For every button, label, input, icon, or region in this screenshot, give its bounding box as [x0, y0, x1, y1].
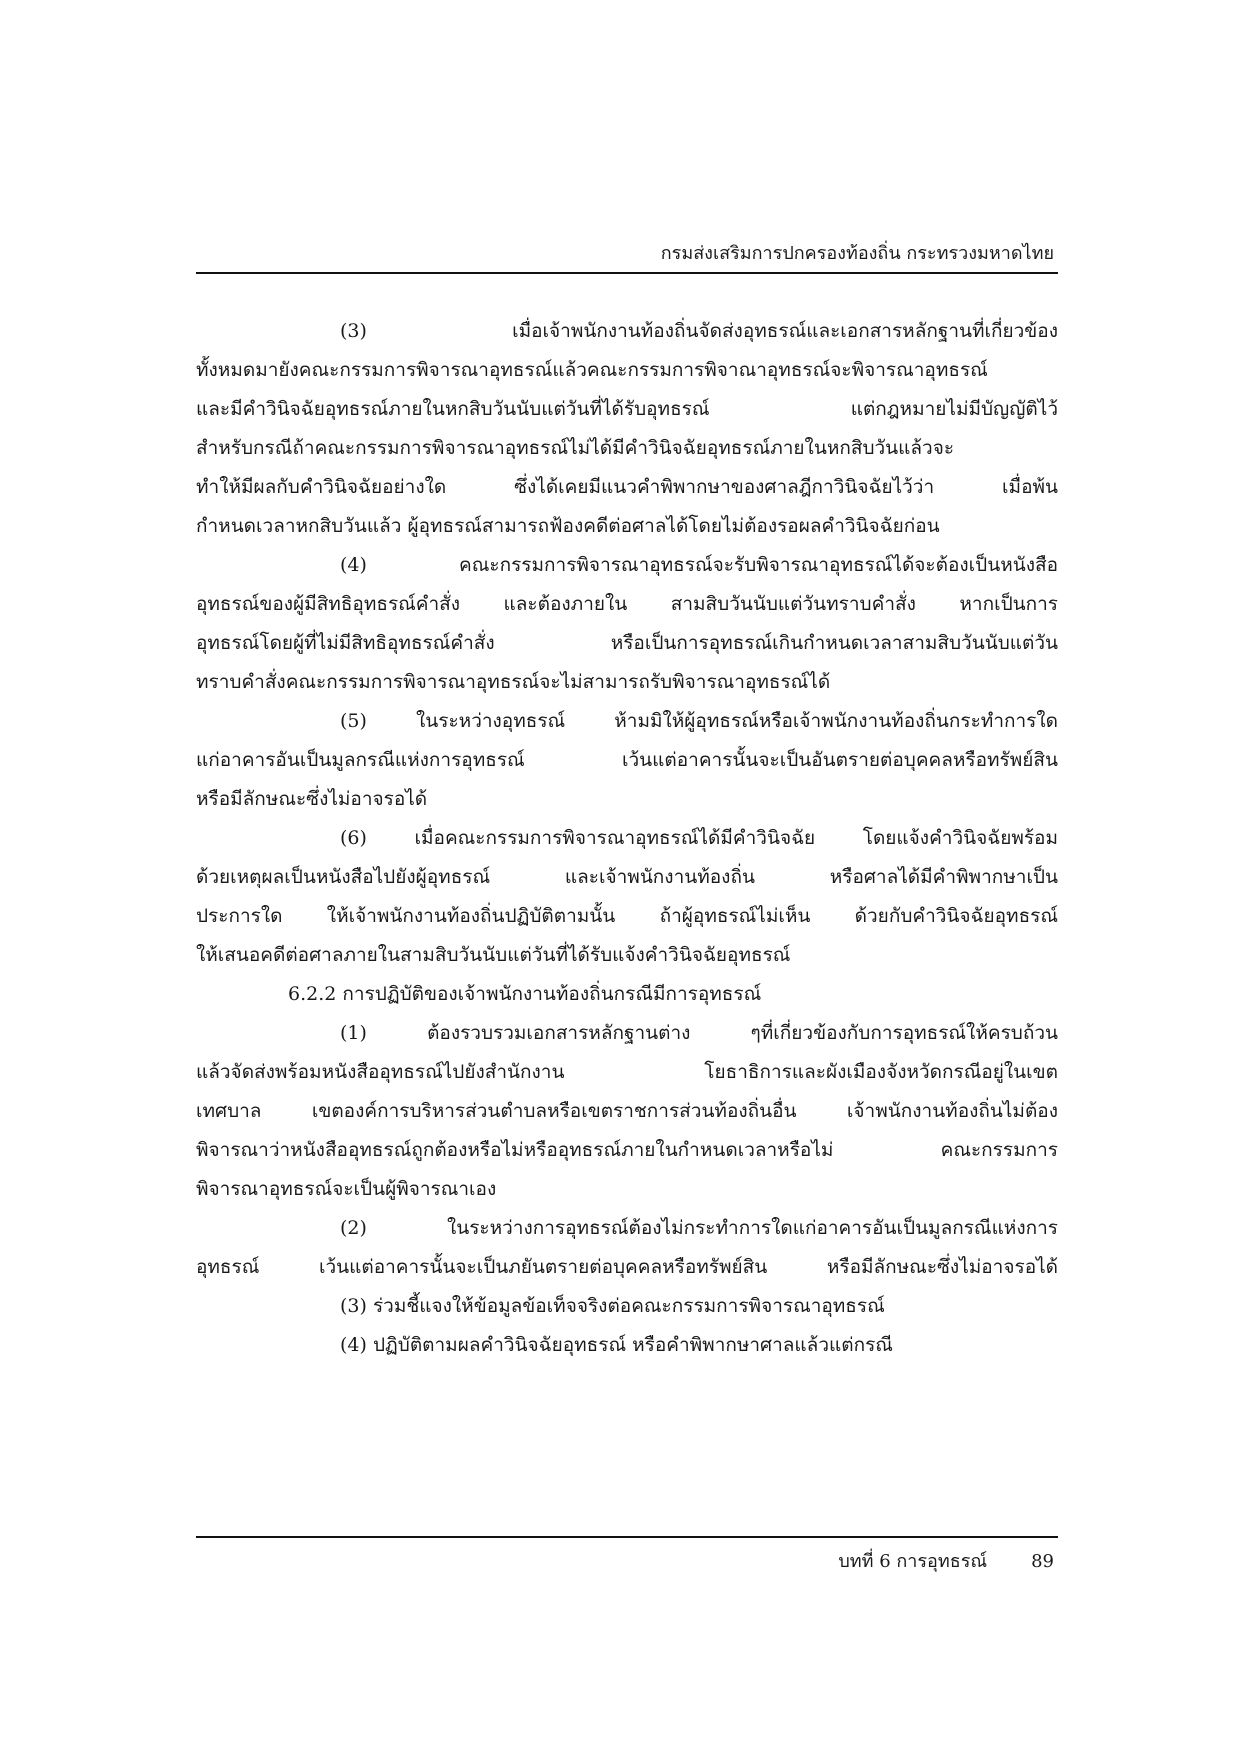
paragraph-line: แล้วจัดส่งพร้อมหนังสืออุทธรณ์ไปยังสำนักงาน โยธาธิการและผังเมืองจังหวัดกรณีอยู่ในเขต	[196, 1061, 1058, 1083]
paragraph-line: (3) เมื่อเจ้าพนักงานท้องถิ่นจัดส่งอุทธรณ์และเอกสารหลักฐานที่เกี่ยวข้อง	[340, 320, 1058, 342]
section-heading: 6.2.2 การปฏิบัติของเจ้าพนักงานท้องถิ่นกรณีมีการอุทธรณ์	[288, 983, 762, 1005]
paragraph-line: พิจารณาว่าหนังสืออุทธรณ์ถูกต้องหรือไม่หรืออุทธรณ์ภายในกำหนดเวลาหรือไม่ คณะกรรมการ	[196, 1139, 1058, 1161]
paragraph-line: (3) ร่วมชี้แจงให้ข้อมูลข้อเท็จจริงต่อคณะกรรมการพิจารณาอุทธรณ์	[340, 1295, 885, 1317]
header-rule	[196, 272, 1058, 274]
paragraph-line: กำหนดเวลาหกสิบวันแล้ว ผู้อุทธรณ์สามารถฟ้องคดีต่อศาลได้โดยไม่ต้องรอผลคำวินิจฉัยก่อน	[196, 515, 940, 537]
paragraph-line: (4) ปฏิบัติตามผลคำวินิจฉัยอุทธรณ์ หรือคำพิพากษาศาลแล้วแต่กรณี	[340, 1334, 893, 1356]
paragraph-line: ทำให้มีผลกับคำวินิจฉัยอย่างใด ซึ่งได้เคยมีแนวคำพิพากษาของศาลฎีกาวินิจฉัยไว้ว่า เมื่อพ้น	[196, 476, 1058, 498]
paragraph-line: สำหรับกรณีถ้าคณะกรรมการพิจารณาอุทธรณ์ไม่ได้มีคำวินิจฉัยอุทธรณ์ภายในหกสิบวันแล้วจะ	[196, 437, 955, 459]
paragraph-line: (4) คณะกรรมการพิจารณาอุทธรณ์จะรับพิจารณาอุทธรณ์ได้จะต้องเป็นหนังสือ	[340, 554, 1058, 576]
paragraph-line: ทั้งหมดมายังคณะกรรมการพิจารณาอุทธรณ์แล้วคณะกรรมการพิจาณาอุทธรณ์จะพิจารณาอุทธรณ์	[196, 359, 988, 381]
paragraph-line: (1) ต้องรวบรวมเอกสารหลักฐานต่าง ๆที่เกี่ยวข้องกับการอุทธรณ์ให้ครบถ้วน	[340, 1022, 1058, 1044]
paragraph-line: ให้เสนอคดีต่อศาลภายในสามสิบวันนับแต่วันที่ได้รับแจ้งคำวินิจฉัยอุทธรณ์	[196, 944, 791, 966]
paragraph-line: พิจารณาอุทธรณ์จะเป็นผู้พิจารณาเอง	[196, 1178, 497, 1200]
running-header: กรมส่งเสริมการปกครองท้องถิ่น กระทรวงมหาดไทย	[660, 243, 1054, 264]
paragraph-line: (5) ในระหว่างอุทธรณ์ ห้ามมิให้ผู้อุทธรณ์หรือเจ้าพนักงานท้องถิ่นกระทำการใด	[340, 710, 1058, 732]
paragraph-line: แก่อาคารอันเป็นมูลกรณีแห่งการอุทธรณ์ เว้นแต่อาคารนั้นจะเป็นอันตรายต่อบุคคลหรือทรัพย์สิน	[196, 749, 1058, 771]
page-number: 89	[1031, 1551, 1054, 1572]
paragraph-line: และมีคำวินิจฉัยอุทธรณ์ภายในหกสิบวันนับแต่วันที่ได้รับอุทธรณ์ แต่กฎหมายไม่มีบัญญัติไว้	[196, 398, 1058, 420]
paragraph-line: ด้วยเหตุผลเป็นหนังสือไปยังผู้อุทธรณ์ และเจ้าพนักงานท้องถิ่น หรือศาลได้มีคำพิพากษาเป็น	[196, 866, 1058, 888]
footer-rule	[196, 1536, 1058, 1538]
paragraph-line: ทราบคำสั่งคณะกรรมการพิจารณาอุทธรณ์จะไม่สามารถรับพิจารณาอุทธรณ์ได้	[196, 671, 831, 693]
paragraph-line: เทศบาล เขตองค์การบริหารส่วนตำบลหรือเขตราชการส่วนท้องถิ่นอื่น เจ้าพนักงานท้องถิ่นไม่ต้อง	[196, 1100, 1058, 1122]
paragraph-line: ประการใด ให้เจ้าพนักงานท้องถิ่นปฏิบัติตามนั้น ถ้าผู้อุทธรณ์ไม่เห็น ด้วยกับคำวินิจฉัยอุทธรณ์	[196, 905, 1058, 927]
paragraph-line: หรือมีลักษณะซึ่งไม่อาจรอได้	[196, 788, 428, 810]
paragraph-line: อุทธรณ์โดยผู้ที่ไม่มีสิทธิอุทธรณ์คำสั่ง หรือเป็นการอุทธรณ์เกินกำหนดเวลาสามสิบวันนับแต่วัน	[196, 632, 1058, 654]
running-footer	[838, 1550, 1054, 1574]
body-text	[196, 312, 1058, 1365]
paragraph-line: (6) เมื่อคณะกรรมการพิจารณาอุทธรณ์ได้มีคำวินิจฉัย โดยแจ้งคำวินิจฉัยพร้อม	[340, 827, 1058, 849]
paragraph-line: อุทธรณ์ เว้นแต่อาคารนั้นจะเป็นภยันตรายต่อบุคคลหรือทรัพย์สิน หรือมีลักษณะซึ่งไม่อาจรอได้	[196, 1256, 1058, 1278]
paragraph-line: อุทธรณ์ของผู้มีสิทธิอุทธรณ์คำสั่ง และต้องภายใน สามสิบวันนับแต่วันทราบคำสั่ง หากเป็นการ	[196, 593, 1058, 615]
chapter-label: บทที่ 6 การอุทธรณ์	[838, 1551, 988, 1572]
paragraph-line: (2) ในระหว่างการอุทธรณ์ต้องไม่กระทำการใดแก่อาคารอันเป็นมูลกรณีแห่งการ	[340, 1217, 1058, 1239]
